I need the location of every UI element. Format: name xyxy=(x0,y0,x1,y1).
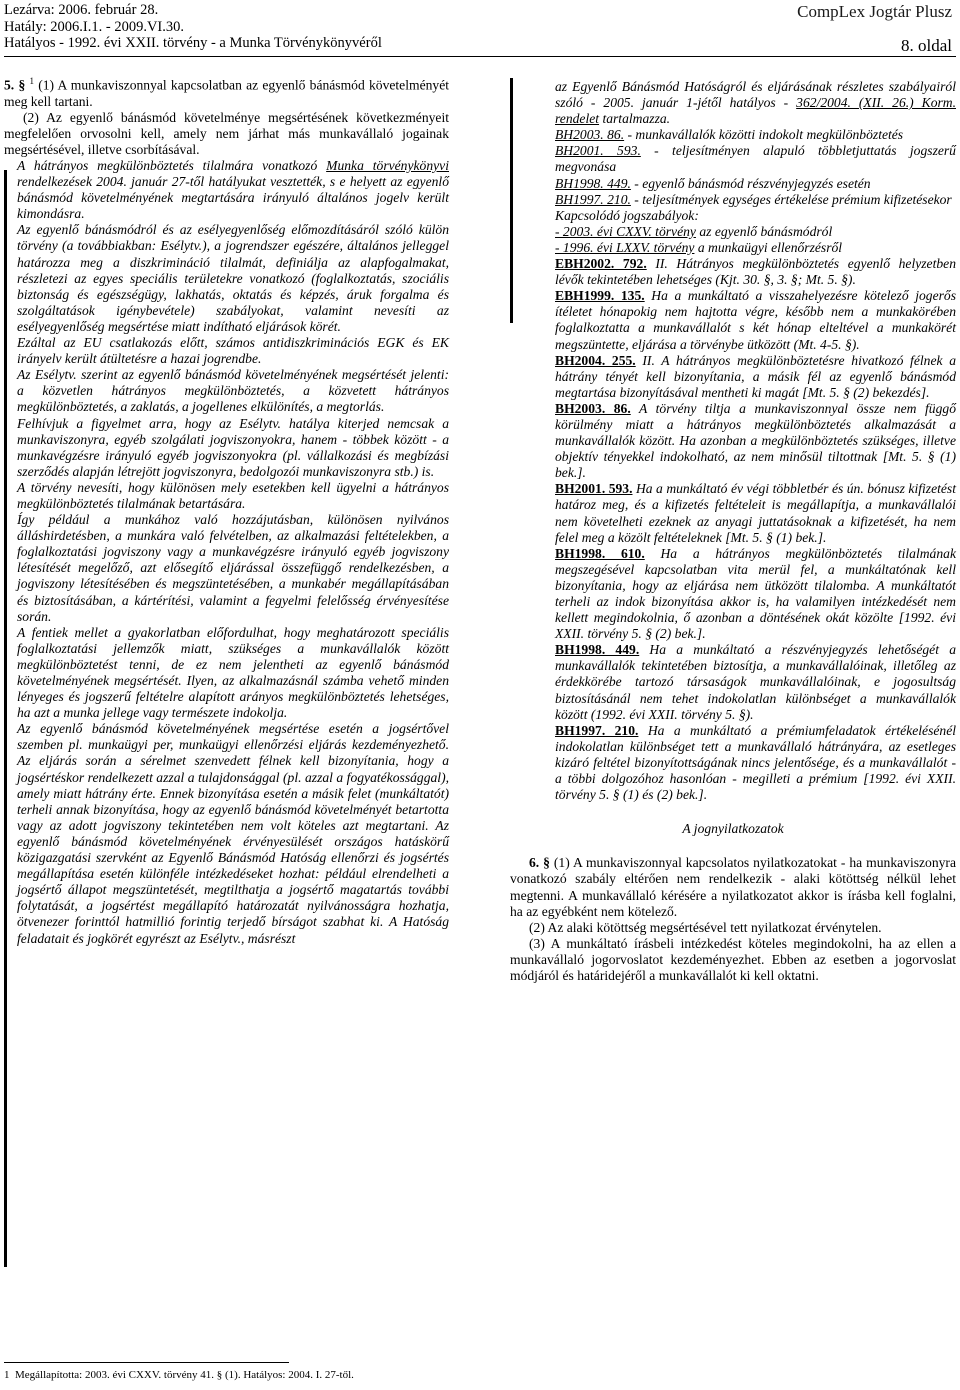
section-number: 5. xyxy=(4,77,15,93)
case-entry: BH2001. 593. Ha a munkáltató év végi többletbér és ún. bónusz kifizetést határoz meg, és a kifizetés feltételeit is megállapítja, a munkavállalói nem követelheti ezeknek az anyagi juttatásoknak a kifizetését, ha nem felel meg a közölt feltételeknek [Mt. 5. § (1) bek.]. xyxy=(555,481,957,545)
commentary-block xyxy=(4,158,449,947)
case-link[interactable]: EBH2002. 792. xyxy=(555,256,647,272)
case-entry: EBH1999. 135. Ha a munkáltató a visszahelyezésre kötelező jogerős ítéletet hónapokig nem hajtotta végre, később nem a munkakörében foglalkoztatta a munkavállalót s két hónap elteltével a munkakörét megszüntette, eljárása a törvénybe ütközött (Mt. 4-5. §). xyxy=(555,288,956,352)
case-link[interactable]: BH1997. 210. xyxy=(555,191,631,207)
footnote-separator xyxy=(4,1362,289,1363)
section-symbol: § xyxy=(543,855,550,871)
case-ref: BH2001. 593. - teljesítményen alapuló többletjuttatás jogszerű megvonása xyxy=(555,143,956,175)
validity-range: Hatály: 2006.I.1. - 2009.VI.30. xyxy=(4,18,185,35)
commentary-para: A törvény nevesíti, hogy különösen mely esetekben kell ügyelni a hátrányos megkülönböztetés tilalmának betartására. xyxy=(17,479,449,511)
case-link[interactable]: BH2001. 593. xyxy=(555,481,633,497)
section-6-para-3: (3) A munkáltató írásbeli intézkedést köteles megindokolni, ha az ellen a munkavállaló jogorvoslatot kezdeményezhet. Ebben az esetben a jogorvoslat módjáról és határidejéről a munkavállalót ki kell oktatni. xyxy=(510,935,956,983)
closed-date: Lezárva: 2006. február 28. xyxy=(4,2,159,18)
footnote-number: 1 xyxy=(4,1369,10,1381)
related-laws-label: Kapcsolódó jogszabályok: xyxy=(555,207,699,223)
commentary-para: Felhívjuk a figyelmet arra, hogy az Esélytv. hatálya kiterjed nemcsak a munkaviszonyra, egyéb szolgálati jogviszonyokra, hanem - többek között - a munkavégzésre irányuló egyéb jogviszonyokra (pl. vállalkozási és megbízási szerződés alapján létrejött jogviszonyra, bedolgozói munkaviszonyra stb.) is. xyxy=(17,415,449,479)
page-header xyxy=(4,0,956,57)
footnote-text: Megállapította: 2003. évi CXXV. törvény 41. § (1). Hatályos: 2004. I. 27-től. xyxy=(15,1369,354,1381)
law-link[interactable]: Munka törvénykönyvi xyxy=(326,158,449,173)
case-link[interactable]: EBH1999. 135. xyxy=(555,288,645,304)
related-law: - 1996. évi LXXV. törvény a munkaügyi ellenőrzésről xyxy=(555,239,843,255)
section-symbol: § xyxy=(18,77,26,93)
case-entry: BH1997. 210. Ha a munkáltató a prémiumfeladatok értékelésénél indokolatlan különbséget tett a munkavállaló hátrányára, az esetleges kizáró feltétel bizonyítottságának nincs jelentősége, és a munkavállalót - a többi dolgozóhoz hasonlóan - megilleti a prémium [1992. évi XXII. törvény 5. § (1) és (2) bek.]. xyxy=(555,722,957,803)
commentary-para: az Egyenlő Bánásmód Hatóságról és eljárásának részletes szabályairól szóló - 2005. január 1-jétől hatályos - 362/2004. (XII. 26.) Korm. rendelet tartalmazza. xyxy=(555,79,956,127)
section-6-para-2: (2) Az alaki kötöttség megsértésével tett nyilatkozat érvénytelen. xyxy=(529,919,882,935)
commentary-para: Az egyenlő bánásmódról és az esélyegyenlőség előmozdításáról szóló külön törvény (a továbbiakban: Esélytv.), a jogrendszer egészére, általános jelleggel határozza meg a diszkrimináció tilalmát, definiálja az alapfogalmakat, részletezi az egyes speciális területekre vonatkozó (foglalkoztatás, szociális biztonság és egészségügy, lakhatás, oktatás és képzés, áruk forgalma és szolgáltatások igénybevétele) szabályokat, valamint nevesíti az esélyegyenlőség megsértése miatt indítható eljárások körét. xyxy=(17,222,449,334)
commentary-para: A hátrányos megkülönböztetés tilalmára vonatkozó Munka törvénykönyvi rendelkezések 2004. január 27-től hatályukat vesztették, s e helyett az egyenlő bánásmód követelményének megtartására irányuló általános jogelv került kimondásra. xyxy=(17,158,449,222)
commentary-para: Így például a munkához való hozzájutásban, különösen nyilvános álláshirdetésben, a munkára való felvételben, az alkalmazási feltételekben, a foglalkoztatási jogviszony vagy a munkavégzésre irányuló egyéb jogviszony létesítését megelőző, azt elősegítő eljárással összefüggő rendelkezésben, a jogviszony létesítésében és megszüntetésében, a munkabér megállapításában és biztosításában, a kártérítési, valamint a fegyelmi felelősség érvényesítése során. xyxy=(17,512,449,624)
case-entry: BH2004. 255. II. A hátrányos megkülönböztetésre hivatkozó félnek a hátrány tényét kell bizonyítania, a másik fél az egyenlő bánásmód megtartása bizonyításával mentheti ki magát [Mt. 5. § (2) bekezdés]. xyxy=(555,352,956,400)
case-entry: BH2003. 86. A törvény tiltja a munkaviszonnyal össze nem függő körülmény miatt a hátrányos megkülönböztetés alkalmazását a munkavállalók között. Ha azonban a megkülönböztetés szükséges, illetve objektív tényekkel indokolható, az nem minősül tiltottnak [Mt. 5. § (1) bek.]. xyxy=(555,400,956,481)
section-6-para-1: 6. § (1) A munkaviszonnyal kapcsolatos nyilatkozatokat - ha munkaviszonyra vonatkozó szabály eltérően nem rendelkezik - alaki kötöttség nélkül lehet megtenni. A munkavállaló kérésére a nyilatkozatot akkor is írásba kell foglalni, ha az egyébként nem kötelező. xyxy=(510,855,956,919)
case-link[interactable]: BH2003. 86. xyxy=(555,127,625,143)
page-number: 8. oldal xyxy=(901,36,952,55)
case-link[interactable]: BH1998. 449. xyxy=(555,642,640,658)
commentary-para: A fentiek mellet a gyakorlatban előfordulhat, hogy meghatározott speciális foglalkoztatási jellemzők miatt, szükséges a munkavállalók között megkülönböztetést tenni, de ez nem jelentheti az egyenlő bánásmód követelményének megsértését. Ilyen, az alkalmazásnál számba vehető minden lényeges és jogszerű feltételre alapított arányos megkülönböztetés lehetséges, ha azt a munka jellege vagy természete indokolja. xyxy=(17,624,449,721)
law-link[interactable]: - 2003. évi CXXV. törvény xyxy=(555,223,696,239)
case-link[interactable]: BH1998. 449. xyxy=(555,175,631,191)
commentary-para: Az Esélytv. szerint az egyenlő bánásmód követelményének megsértését jelenti: a közvetlen hátrányos megkülönböztetés, a közvetett hátrányos megkülönböztetés, a zaklatás, a jogellenes elkülönítés, a megtorlás. xyxy=(17,367,449,415)
footnote xyxy=(4,1369,354,1381)
case-link[interactable]: BH1998. 610. xyxy=(555,545,645,561)
section-heading: A jognyilatkozatok xyxy=(682,821,784,837)
right-column xyxy=(510,79,956,984)
case-entry: BH1998. 449. Ha a munkáltató a részvényjegyzés lehetőségét a munkavállalók tekintetében biztosítja, a munkavállalóinak, illetőleg az érdekkörébe tartozó társaságok munkavállalóinak, e jogosultság biztosításánál nem tehet indokolatlan különbséget a munkavállalók között (1992. évi XXII. törvény 5. §). xyxy=(555,642,956,722)
section-number: 6. xyxy=(529,855,540,871)
law-link[interactable]: - 1996. évi LXXV. törvény xyxy=(555,239,695,255)
case-link[interactable]: BH1997. 210. xyxy=(555,722,639,738)
brand-name: CompLex Jogtár Plusz xyxy=(797,2,952,21)
case-entry: EBH2002. 792. II. Hátrányos megkülönböztetés egyenlő helyzetben lévők tekintetében lehetséges (Kjt. 30. §, 3. §; Mt. 5. §). xyxy=(555,256,956,288)
footnote-ref[interactable]: 1 xyxy=(29,76,34,86)
commentary-para: Ezáltal az EU csatlakozás előtt, számos antidiszkriminációs EGK és EK irányelv került átültetésre a hazai jogrendbe. xyxy=(17,335,449,367)
section-5-para-2: (2) Az egyenlő bánásmód követelménye megsértésének következményeit megfelelően orvosolni kell, amely nem járhat más munkavállaló jogainak megsértésével, illetve csorbításával. xyxy=(4,109,449,157)
decree-link[interactable]: 362/2004. (XII. 26.) Korm. rendelet xyxy=(555,95,956,127)
case-ref: BH2003. 86. - munkavállalók közötti indokolt megkülönböztetés xyxy=(555,127,904,143)
section-5-para-1: 5. § $^1$ (1) A munkaviszonnyal kapcsolatban az egyenlő bánásmód követelményét meg kell tartani. xyxy=(4,76,450,109)
related-law: - 2003. évi CXXV. törvény az egyenlő bánásmódról xyxy=(555,223,833,239)
case-link[interactable]: BH2003. 86. xyxy=(555,400,631,416)
case-law-list xyxy=(510,256,956,803)
commentary-continued xyxy=(510,79,956,256)
case-entry: BH1998. 610. Ha a hátrányos megkülönböztetés tilalmának megszegésével kapcsolatban vita merül fel, a munkáltatónak kell bizonyítania, hogy az eljárása nem ütközött tilalomba. A munkáltatót terheli az indok bizonyítása akkor is, ha valamilyen intézkedését nem kellett megindokolnia, ő azonban a döntésének okát közölte [1992. évi XXII. törvény 5. § (2) bek.]. xyxy=(555,545,956,642)
commentary-para: Az egyenlő bánásmód követelményének megsértése esetén a jogsértővel szemben pl. munkaügyi per, munkaügyi ellenőrzési eljárás kezdeményezhető. Az eljárás során a sérelmet szenvedett félnek kell bizonyítania, hogy a jogsértéskor rendelkezett azzal a tulajdonsággal (pl. azzal a fogyatékossággal), amely miatt hátrány érte. Ennek bizonyítása esetén a másik felet (munkáltatót) terheli annak bizonyítása, hogy az egyenlő bánásmód követelményét betartotta vagy az adott jogviszony tekintetében nem volt köteles azt megtartani. Az egyenlő bánásmód követelményének érvényesülését országos hatáskörű közigazgatási szervként az Egyenlő Bánásmód Hatóság ellenőrzi és jogsértés megállapítása esetén különféle intézkedéseket hozhat: például elrendelheti a jogsértő állapot megszüntetését, megtilthatja a jogsértő magatartás további folytatását, a jogsértést megállapító határozatát nyilvánosságra hozhatja, ötvenezer forinttól hatmillió forintig terjedő bírságot szabhat ki. A Hatóság feladatait és jogkörét egyrészt az Esélytv., másrészt xyxy=(17,721,449,946)
left-column xyxy=(4,73,449,947)
header-meta xyxy=(4,2,382,52)
case-link[interactable]: BH2001. 593. xyxy=(555,143,641,159)
case-ref: BH1997. 210. - teljesítmények egységes értékelése prémium kifizetésekor xyxy=(555,191,952,207)
law-title: Hatályos - 1992. évi XXII. törvény - a Munka Törvénykönyvéről xyxy=(4,35,382,51)
case-ref: BH1998. 449. - egyenlő bánásmód részvényjegyzés esetén xyxy=(555,175,871,191)
case-link[interactable]: BH2004. 255. xyxy=(555,352,636,368)
